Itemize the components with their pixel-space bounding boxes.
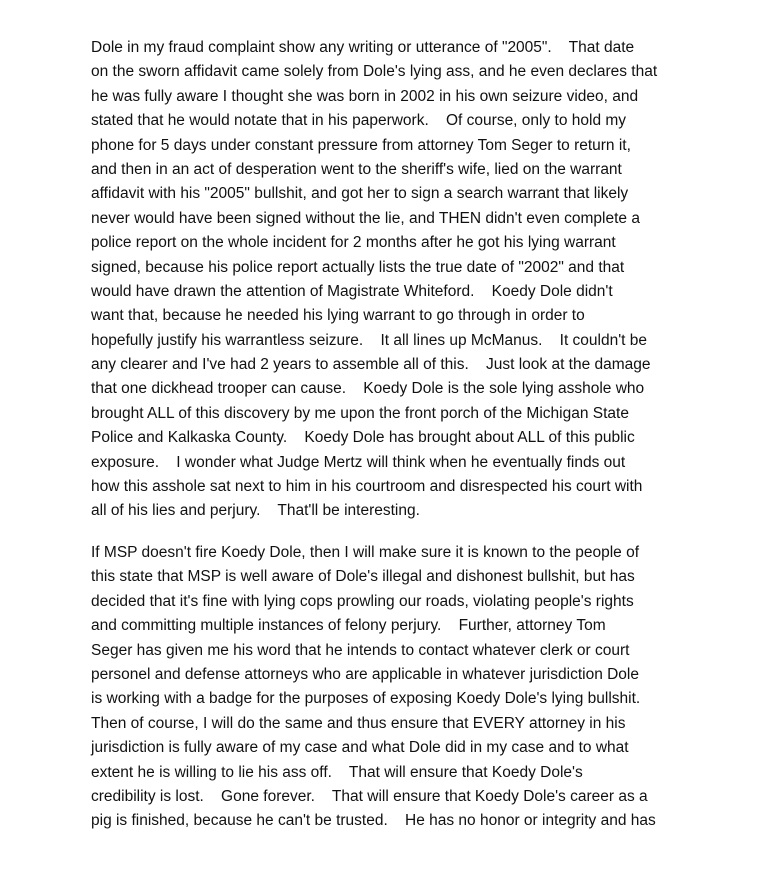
text-line: pig is finished, because he can't be trusted. He has no honor or integrity and has [91, 812, 656, 830]
text-line: hopefully justify his warrantless seizure. It all lines up McManus. It couldn't be [91, 331, 648, 349]
text-line: police report on the whole incident for 2 months after he got his lying warrant [91, 234, 616, 252]
text-line: affidavit with his "2005" bullshit, and got her to sign a search warrant that likely [91, 185, 629, 203]
text-line: any clearer and I've had 2 years to assemble all of this. Just look at the damage [91, 356, 651, 374]
text-line: would have drawn the attention of Magistrate Whiteford. Koedy Dole didn't [91, 282, 613, 300]
text-line: this state that MSP is well aware of Dole's illegal and dishonest bullshit, but has [91, 568, 635, 586]
text-line: is working with a badge for the purposes of exposing Koedy Dole's lying bullshit. [91, 690, 641, 708]
text-line: he was fully aware I thought she was born in 2002 in his own seizure video, and [91, 87, 639, 105]
text-line: personel and defense attorneys who are applicable in whatever jurisdiction Dole [91, 665, 639, 683]
text-line: brought ALL of this discovery by me upon the front porch of the Michigan State [91, 404, 629, 422]
paragraph-1 [91, 36, 691, 524]
text-line: Then of course, I will do the same and thus ensure that EVERY attorney in his [91, 714, 626, 732]
text-line: stated that he would notate that in his paperwork. Of course, only to hold my [91, 112, 627, 130]
text-line: credibility is lost. Gone forever. That will ensure that Koedy Dole's career as a [91, 787, 648, 805]
text-line: Police and Kalkaska County. Koedy Dole has brought about ALL of this public [91, 429, 635, 447]
text-line: Seger has given me his word that he intends to contact whatever clerk or court [91, 641, 630, 659]
text-line: exposure. I wonder what Judge Mertz will think when he eventually finds out [91, 453, 626, 471]
text-line: extent he is willing to lie his ass off. That will ensure that Koedy Dole's [91, 763, 583, 781]
text-line: want that, because he needed his lying warrant to go through in order to [91, 307, 585, 325]
text-line: how this asshole sat next to him in his courtroom and disrespected his court with [91, 478, 643, 496]
text-line: Dole in my fraud complaint show any writing or utterance of "2005". That date [91, 39, 635, 56]
text-line: If MSP doesn't fire Koedy Dole, then I will make sure it is known to the people of [91, 544, 640, 561]
text-line: on the sworn affidavit came solely from Dole's lying ass, and he even declares that [91, 63, 658, 81]
text-line: that one dickhead trooper can cause. Koedy Dole is the sole lying asshole who [91, 380, 645, 398]
text-line: phone for 5 days under constant pressure from attorney Tom Seger to return it, [91, 136, 631, 154]
text-line: signed, because his police report actually lists the true date of "2002" and that [91, 258, 625, 276]
paragraph-2 [91, 541, 691, 834]
text-line: all of his lies and perjury. That'll be interesting. [91, 502, 420, 520]
text-line: decided that it's fine with lying cops prowling our roads, violating people's rights [91, 592, 634, 610]
text-line: and then in an act of desperation went to the sheriff's wife, lied on the warrant [91, 160, 622, 178]
text-line: jurisdiction is fully aware of my case and what Dole did in my case and to what [91, 739, 629, 757]
text-line: and committing multiple instances of felony perjury. Further, attorney Tom [91, 617, 606, 635]
text-line: never would have been signed without the lie, and THEN didn't even complete a [91, 209, 640, 227]
